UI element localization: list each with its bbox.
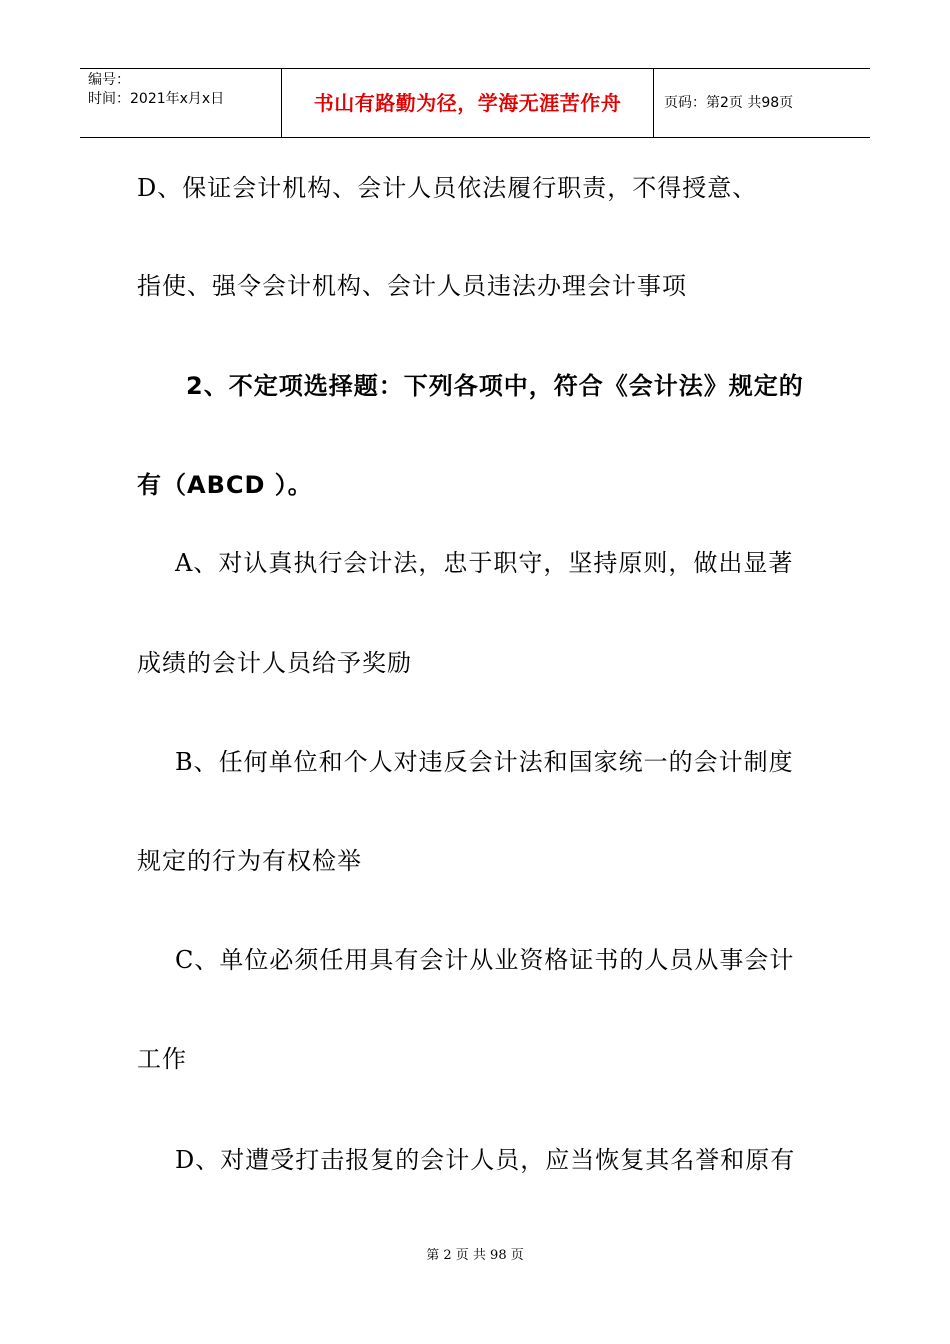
option-a-line-1: A、对认真执行会计法，忠于职守，坚持原则，做出显著 — [175, 549, 794, 577]
question-2-line-2: 有（ABCD ）。 — [137, 471, 313, 499]
option-d-line-1: D、保证会计机构、会计人员依法履行职责，不得授意、 — [137, 174, 758, 202]
page-header — [80, 68, 870, 138]
option-b-line-2: 规定的行为有权检举 — [137, 847, 362, 875]
option-c-line-1: C、单位必须任用具有会计从业资格证书的人员从事会计 — [175, 946, 795, 974]
option-c-line-2: 工作 — [137, 1045, 187, 1073]
document-date-label: 时间：2021年x月x日 — [88, 91, 225, 107]
page-footer: 第 2 页 共 98 页 — [426, 1248, 524, 1263]
question-2-line-1: 2、不定项选择题：下列各项中，符合《会计法》规定的 — [186, 372, 804, 400]
document-number-label: 编号： — [88, 72, 130, 88]
header-motto: 书山有路勤为径，学海无涯苦作舟 — [282, 69, 654, 137]
header-page-info: 页码：第2页 共98页 — [664, 95, 794, 111]
header-meta — [80, 69, 282, 137]
option-a-line-2: 成绩的会计人员给予奖励 — [137, 649, 412, 677]
option-d-line-2: 指使、强令会计机构、会计人员违法办理会计事项 — [137, 272, 687, 300]
option-b-line-1: B、任何单位和个人对违反会计法和国家统一的会计制度 — [175, 748, 794, 776]
option-d2-line-1: D、对遭受打击报复的会计人员，应当恢复其名誉和原有 — [175, 1146, 796, 1174]
